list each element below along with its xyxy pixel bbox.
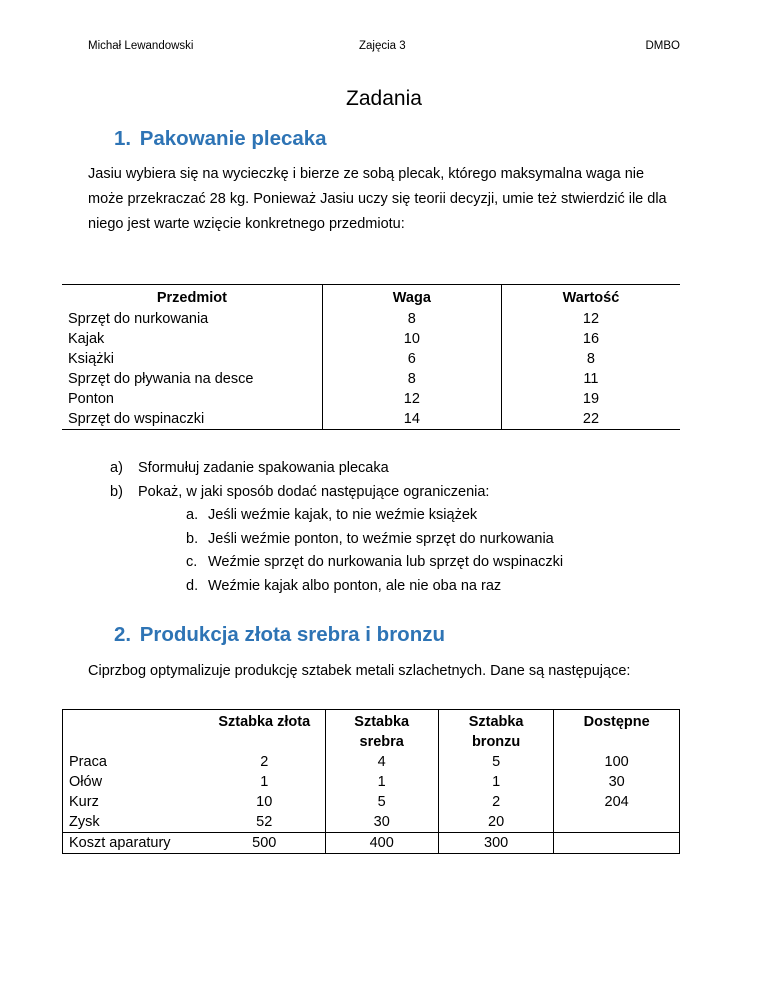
table-row (63, 833, 680, 854)
item-weight: 10 (322, 329, 501, 349)
item-weight: 6 (322, 349, 501, 369)
resource-name: Koszt aparatury (63, 833, 204, 854)
resource-name: Praca (69, 754, 107, 770)
section-1-intro: Jasiu wybiera się na wycieczkę i bierze ze sobą plecak, którego maksymalna waga nie może przekraczać 28 kg. Ponieważ Jasiu uczy się teorii decyzji, umie też stwierdzić ile dla niego jest warte wzięcie konkretnego przedmiotu: (88, 166, 667, 232)
col-header-bronze: Sztabka bronzu (438, 710, 553, 753)
list-marker: a) (110, 460, 123, 476)
resource-name: Zysk (69, 814, 100, 830)
bronze-value: 300 (438, 833, 553, 854)
constraint-list (138, 504, 563, 598)
gold-value: 52 (256, 814, 273, 830)
list-item (186, 551, 563, 575)
table-row (62, 369, 680, 389)
silver-value: 4 (325, 752, 438, 772)
bronze-value: 5 (438, 752, 553, 772)
table-header-row (62, 285, 680, 310)
section-1-heading (114, 127, 327, 151)
page-header (88, 40, 680, 58)
item-weight: 12 (322, 389, 501, 409)
silver-value: 1 (325, 772, 438, 792)
header-author: Michał Lewandowski (88, 40, 194, 52)
section-2-number: 2. (114, 623, 132, 646)
header-class: Zajęcia 3 (359, 40, 406, 52)
section-1-title: Pakowanie plecaka (139, 127, 327, 150)
document-title: Zadania (346, 87, 422, 110)
list-item (186, 504, 563, 528)
item-name: Sprzęt do nurkowania (68, 311, 209, 327)
list-item (186, 575, 563, 599)
item-name: Kajak (68, 331, 105, 347)
list-marker: c. (186, 554, 198, 570)
table-row (62, 349, 680, 369)
table-row (63, 792, 680, 812)
col-header-empty (63, 710, 204, 753)
knapsack-table (62, 284, 680, 430)
gold-value: 1 (260, 774, 269, 790)
col-header-silver: Sztabka srebra (325, 710, 438, 753)
item-name: Sprzęt do pływania na desce (68, 371, 254, 387)
list-item-text: Jeśli weźmie ponton, to weźmie sprzęt do nurkowania (208, 530, 554, 547)
list-item (110, 457, 563, 481)
available-value: 204 (554, 792, 680, 812)
list-item-text: Pokaż, w jaki sposób dodać następujące ograniczenia: (138, 483, 490, 500)
list-item-text: Jeśli weźmie kajak, to nie weźmie książek (208, 507, 478, 523)
col-header-value: Wartość (501, 285, 680, 310)
resource-name: Kurz (69, 794, 99, 810)
list-item (110, 481, 563, 599)
table-row (62, 389, 680, 409)
list-item-text: Weźmie sprzęt do nurkowania lub sprzęt do wspinaczki (208, 554, 564, 570)
silver-value: 5 (325, 792, 438, 812)
col-header-available: Dostępne (554, 710, 680, 753)
table-row (62, 409, 680, 430)
gold-value: 2 (260, 754, 269, 770)
resource-name: Ołów (69, 774, 103, 790)
table-row (63, 812, 680, 833)
item-value: 22 (501, 409, 680, 430)
task-list (110, 457, 563, 598)
bronze-value: 2 (438, 792, 553, 812)
list-item-text: Sformułuj zadanie spakowania plecaka (138, 460, 389, 476)
table-header-row (63, 710, 680, 753)
col-header-weight: Waga (322, 285, 501, 310)
header-course: DMBO (645, 40, 680, 52)
list-marker: a. (186, 507, 199, 523)
item-name: Sprzęt do wspinaczki (68, 411, 205, 427)
section-1-number: 1. (114, 127, 132, 150)
section-2-heading (114, 623, 445, 647)
item-weight: 14 (322, 409, 501, 430)
item-value: 19 (501, 389, 680, 409)
list-item-text: Weźmie kajak albo ponton, ale nie oba na raz (208, 577, 502, 594)
available-value: 30 (554, 772, 680, 792)
list-marker: d. (186, 577, 199, 594)
item-name: Książki (68, 351, 114, 367)
production-table (62, 709, 680, 854)
section-2-title: Produkcja złota srebra i bronzu (139, 623, 445, 646)
available-value: 100 (554, 752, 680, 772)
item-weight: 8 (322, 309, 501, 329)
available-value (554, 812, 680, 833)
bronze-value: 1 (438, 772, 553, 792)
item-value: 12 (501, 309, 680, 329)
col-header-gold: Sztabka złota (218, 714, 311, 730)
table-row (62, 329, 680, 349)
bronze-value: 20 (438, 812, 553, 833)
list-item (186, 528, 563, 552)
item-weight: 8 (322, 369, 501, 389)
silver-value: 30 (325, 812, 438, 833)
item-value: 11 (501, 369, 680, 389)
gold-value: 500 (204, 833, 325, 854)
item-value: 8 (501, 349, 680, 369)
table-row (63, 772, 680, 792)
available-value (554, 833, 680, 854)
list-marker: b. (186, 530, 199, 547)
table-row (63, 752, 680, 772)
item-name: Ponton (68, 391, 114, 407)
list-marker: b) (110, 483, 123, 500)
silver-value: 400 (325, 833, 438, 854)
gold-value: 10 (256, 794, 273, 810)
col-header-item: Przedmiot (62, 285, 322, 310)
section-2-intro: Ciprzbog optymalizuje produkcję sztabek metali szlachetnych. Dane są następujące: (88, 663, 631, 679)
item-value: 16 (501, 329, 680, 349)
table-row (62, 309, 680, 329)
